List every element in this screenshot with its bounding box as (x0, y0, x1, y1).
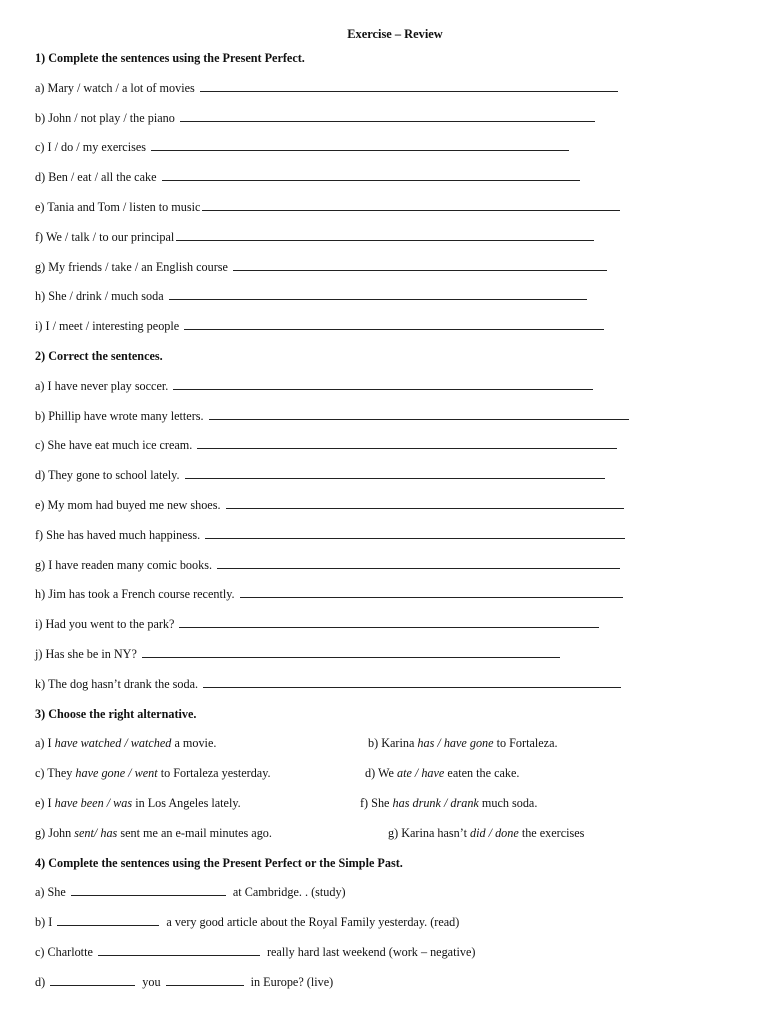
page-title: Exercise – Review (347, 27, 443, 41)
choice-alternatives: has drunk / drank (392, 795, 479, 810)
prompt-text: g) I have readen many comic books. (35, 557, 212, 572)
list-item (35, 551, 735, 581)
section-4-heading: 4) Complete the sentences using the Present Perfect or the Simple Past. (35, 855, 403, 870)
choice-text: sent me an e-mail minutes ago. (117, 825, 272, 840)
choice-text: eaten the cake. (444, 766, 520, 781)
answer-blank (162, 168, 580, 181)
choice-text: c) They (35, 766, 76, 781)
list-item (35, 938, 735, 968)
list-item (35, 74, 735, 104)
answer-blank (197, 436, 617, 449)
list-item (35, 223, 735, 253)
list-item (35, 968, 735, 998)
prompt-text: b) Phillip have wrote many letters. (35, 408, 204, 423)
choice-text: f) She (360, 795, 393, 810)
prompt-text: you (142, 974, 161, 989)
answer-blank (205, 526, 625, 539)
choice-row (35, 759, 735, 789)
choice-left (35, 736, 216, 750)
list-item (35, 402, 735, 432)
answer-blank (233, 258, 607, 271)
choice-text: g) John (35, 825, 75, 840)
answer-blank (169, 287, 587, 300)
answer-blank (50, 973, 135, 986)
answer-blank (176, 228, 594, 241)
prompt-text: b) I (35, 915, 53, 930)
answer-blank (151, 138, 569, 151)
answer-blank (200, 79, 618, 92)
prompt-text: g) My friends / take / an English course (35, 259, 228, 274)
list-item (35, 253, 735, 283)
list-item (35, 133, 735, 163)
list-item (35, 461, 735, 491)
answer-blank (202, 198, 620, 211)
answer-blank (98, 943, 260, 956)
prompt-text: d) They gone to school lately. (35, 468, 180, 483)
prompt-text: really hard last weekend (work – negative) (266, 944, 476, 959)
prompt-text: f) She has haved much happiness. (35, 527, 201, 542)
prompt-text: k) The dog hasn’t drank the soda. (35, 676, 199, 691)
choice-text: g) Karina hasn’t (388, 825, 471, 840)
prompt-text: c) I / do / my exercises (35, 140, 147, 155)
prompt-text: a) I have never play soccer. (35, 378, 169, 393)
answer-blank (203, 675, 621, 688)
answer-blank (142, 645, 560, 658)
choice-right (388, 819, 584, 849)
choice-alternatives: has / have gone (417, 736, 494, 751)
list-item (35, 610, 735, 640)
list-item (35, 908, 735, 938)
list-item (35, 163, 735, 193)
answer-blank (57, 913, 159, 926)
section-3-heading: 3) Choose the right alternative. (35, 706, 197, 721)
list-item (35, 372, 735, 402)
list-item (35, 580, 735, 610)
answer-blank (185, 466, 605, 479)
choice-text: in Los Angeles lately. (132, 795, 241, 810)
answer-blank (184, 317, 604, 330)
choice-right (368, 729, 558, 759)
answer-blank (166, 973, 244, 986)
list-item (35, 521, 735, 551)
prompt-text: d) Ben / eat / all the cake (35, 170, 157, 185)
answer-blank (173, 377, 593, 390)
choice-alternatives: have watched / watched (54, 736, 172, 751)
worksheet (35, 24, 735, 998)
prompt-text: in Europe? (live) (250, 974, 334, 989)
choice-text: b) Karina (368, 736, 418, 751)
choice-left (35, 766, 271, 780)
list-item (35, 431, 735, 461)
choice-right (360, 789, 537, 819)
choice-text: a movie. (171, 736, 217, 751)
prompt-text: i) I / meet / interesting people (35, 319, 180, 334)
prompt-text: a) She (35, 885, 66, 900)
section-2-heading: 2) Correct the sentences. (35, 348, 163, 363)
answer-blank (71, 883, 226, 896)
list-item (35, 312, 735, 342)
prompt-text: a very good article about the Royal Family yesterday. (read) (166, 915, 460, 930)
prompt-text: e) My mom had buyed me new shoes. (35, 497, 221, 512)
answer-blank (209, 407, 629, 420)
choice-right (365, 759, 519, 789)
choice-alternatives: have gone / went (75, 766, 158, 781)
prompt-text: i) Had you went to the park? (35, 617, 175, 632)
choice-text: the exercises (518, 825, 585, 840)
choice-text: to Fortaleza. (493, 736, 558, 751)
prompt-text: c) She have eat much ice cream. (35, 438, 193, 453)
list-item (35, 491, 735, 521)
prompt-text: j) Has she be in NY? (35, 646, 137, 661)
choice-text: to Fortaleza yesterday. (157, 766, 271, 781)
choice-left (35, 796, 241, 810)
choice-text: d) We (365, 766, 397, 781)
choice-text: a) I (35, 736, 55, 751)
answer-blank (180, 109, 595, 122)
prompt-text: h) She / drink / much soda (35, 289, 164, 304)
choice-alternatives: did / done (470, 825, 519, 840)
choice-text: e) I (35, 795, 55, 810)
answer-blank (217, 556, 620, 569)
answer-blank (226, 496, 624, 509)
list-item (35, 640, 735, 670)
choice-alternatives: sent/ has (74, 825, 118, 840)
prompt-text: e) Tania and Tom / listen to music (35, 199, 201, 214)
prompt-text: at Cambridge. . (study) (232, 885, 346, 900)
prompt-text: h) Jim has took a French course recently. (35, 587, 235, 602)
list-item (35, 282, 735, 312)
list-item (35, 878, 735, 908)
prompt-text: b) John / not play / the piano (35, 110, 175, 125)
choice-left (35, 826, 272, 840)
prompt-text: f) We / talk / to our principal (35, 229, 175, 244)
prompt-text: a) Mary / watch / a lot of movies (35, 80, 195, 95)
prompt-text: d) (35, 974, 46, 989)
choice-alternatives: ate / have (396, 766, 445, 781)
choice-row (35, 819, 735, 849)
choice-alternatives: have been / was (54, 795, 133, 810)
list-item (35, 104, 735, 134)
answer-blank (179, 615, 599, 628)
section-1-heading: 1) Complete the sentences using the Present Perfect. (35, 51, 305, 65)
answer-blank (240, 585, 623, 598)
prompt-text: c) Charlotte (35, 944, 93, 959)
list-item (35, 670, 735, 700)
choice-row (35, 729, 735, 759)
choice-row (35, 789, 735, 819)
list-item (35, 193, 735, 223)
choice-text: much soda. (478, 795, 538, 810)
